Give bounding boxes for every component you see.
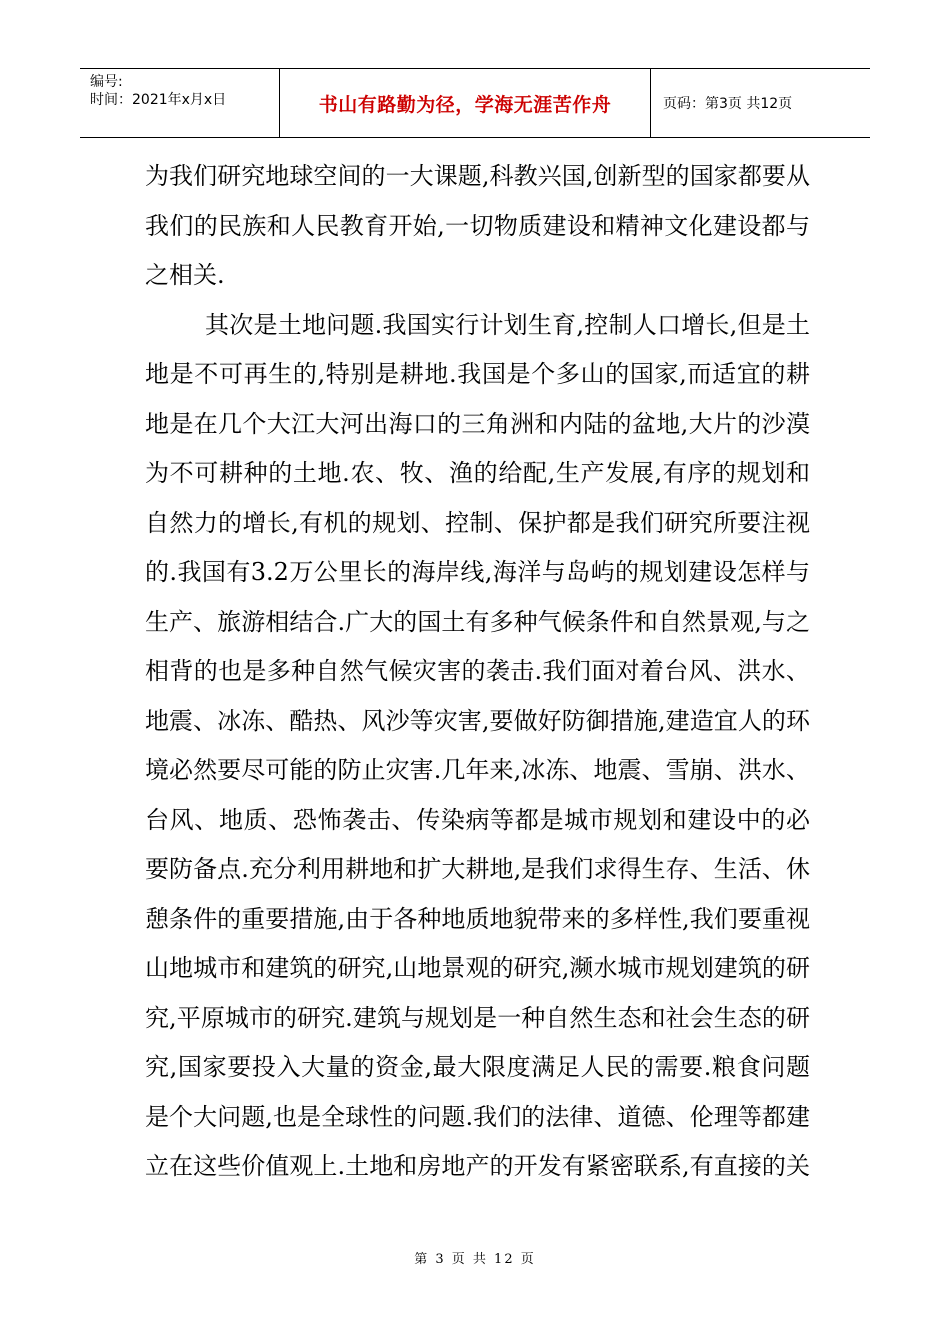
document-time-label: 时间：2021年x月x日 xyxy=(90,92,227,108)
body-text-line: 地是在几个大江大河出海口的三角洲和内陆的盆地,大片的沙漠 xyxy=(145,409,810,438)
page-footer: 第 3 页 共 12 页 xyxy=(414,1252,536,1267)
body-text-line: 地是不可再生的,特别是耕地.我国是个多山的国家,而适宜的耕 xyxy=(145,360,810,388)
body-text-line: 要防备点.充分利用耕地和扩大耕地,是我们求得生存、生活、休 xyxy=(145,855,810,883)
body-text-line: 立在这些价值观上.土地和房地产的开发有紧密联系,有直接的关 xyxy=(145,1152,810,1180)
body-text-line: 憩条件的重要措施,由于各种地质地貌带来的多样性,我们要重视 xyxy=(145,904,810,933)
header-page-info: 页码：第3页 共12页 xyxy=(663,96,793,112)
body-text-line: 其次是土地问题.我国实行计划生育,控制人口增长,但是土 xyxy=(205,310,810,339)
body-text-line: 自然力的增长,有机的规划、控制、保护都是我们研究所要注视 xyxy=(145,508,810,537)
body-text-line: 地震、冰冻、酷热、风沙等灾害,要做好防御措施,建造宜人的环 xyxy=(145,706,810,735)
body-text-line: 为不可耕种的土地.农、牧、渔的给配,生产发展,有序的规划和 xyxy=(145,459,810,487)
body-text-line: 生产、旅游相结合.广大的国土有多种气候条件和自然景观,与之 xyxy=(145,607,810,636)
header-motto: 书山有路勤为径，学海无涯苦作舟 xyxy=(280,69,651,137)
header-meta xyxy=(80,69,280,137)
body-text-line: 相背的也是多种自然气候灾害的袭击.我们面对着台风、洪水、 xyxy=(145,657,810,685)
body-text-line: 为我们研究地球空间的一大课题,科教兴国,创新型的国家都要从 xyxy=(145,162,810,190)
document-number-label: 编号: xyxy=(90,74,123,90)
document-body xyxy=(145,152,810,1192)
page-header xyxy=(80,68,870,138)
body-text-line: 之相关. xyxy=(145,261,225,289)
body-text-line: 的.我国有3.2万公里长的海岸线,海洋与岛屿的规划建设怎样与 xyxy=(145,558,810,586)
body-text-line: 究,国家要投入大量的资金,最大限度满足人民的需要.粮食问题 xyxy=(145,1053,810,1081)
body-text-line: 境必然要尽可能的防止灾害.几年来,冰冻、地震、雪崩、洪水、 xyxy=(145,756,810,784)
body-text-line: 台风、地质、恐怖袭击、传染病等都是城市规划和建设中的必 xyxy=(145,805,810,834)
body-text-line: 山地城市和建筑的研究,山地景观的研究,濒水城市规划建筑的研 xyxy=(145,954,810,982)
body-text-line: 究,平原城市的研究.建筑与规划是一种自然生态和社会生态的研 xyxy=(145,1003,810,1032)
body-text-line: 我们的民族和人民教育开始,一切物质建设和精神文化建设都与 xyxy=(145,211,810,240)
body-text-line: 是个大问题,也是全球性的问题.我们的法律、道德、伦理等都建 xyxy=(145,1102,810,1131)
